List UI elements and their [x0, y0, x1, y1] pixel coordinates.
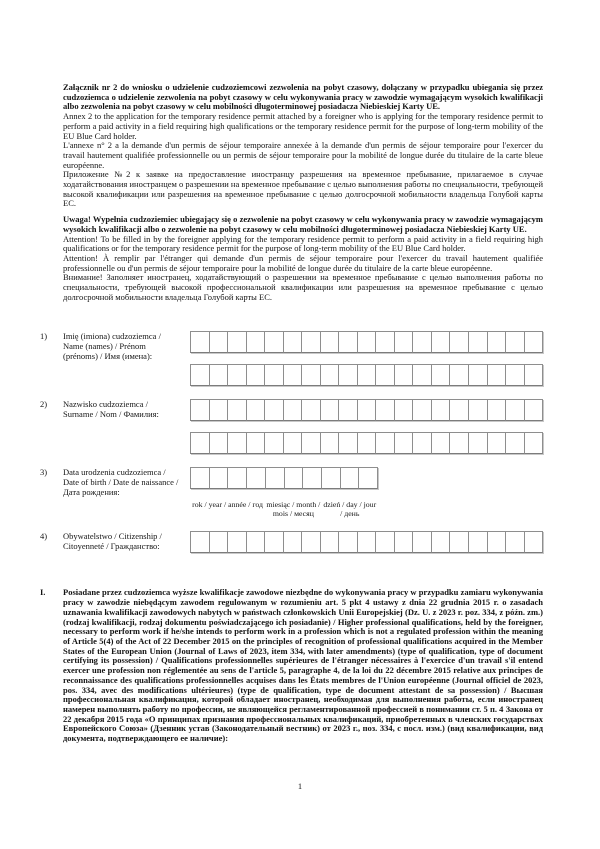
char-cell	[375, 364, 394, 386]
char-cell	[431, 432, 450, 454]
char-cell	[449, 432, 468, 454]
char-box-row[interactable]	[190, 331, 543, 353]
notice-ru: Внимание! Заполняет иностранец, ходатайствующий о разрешении на временное пребывание с целью выполнения работы по специальности, требующей высокой профессиональной квалификации или разрешения на временное пребывание с целью долгосрочной мобильности владельца Голубой карты ЕС.	[63, 272, 543, 302]
char-box-row[interactable]	[190, 364, 543, 386]
char-cell	[449, 399, 468, 421]
char-cell	[190, 467, 209, 489]
page-number: 1	[297, 781, 303, 791]
char-cell	[431, 364, 450, 386]
notice-fr: Attention! À remplir par l'étranger qui demande d'un permis de séjour temporaire pour l'exercer du travail hautement qualifiée professionnelle ou d'un permis de séjour temporaire pour la mobilité de longue durée du titulaire de la carte bleue européenne.	[63, 252, 543, 273]
given-names-input-area	[190, 331, 543, 386]
field-label: Obywatelstwo / Citizenship / Citoyenneté / Гражданство:	[63, 531, 162, 552]
char-cell	[283, 364, 302, 386]
char-cell	[505, 432, 524, 454]
char-cell	[468, 364, 487, 386]
char-cell	[190, 364, 209, 386]
char-cell	[524, 364, 544, 386]
spacer	[40, 302, 543, 331]
char-cell	[394, 331, 413, 353]
surname-input-area	[190, 399, 543, 454]
field-label: Data urodzenia cudzoziemca / Date of birth / Date de naissance / Дата рождения:	[63, 467, 179, 498]
char-cell	[375, 432, 394, 454]
char-cell	[264, 399, 283, 421]
char-cell	[431, 399, 450, 421]
date-unit-label-month: miesiąc / month / mois / месяц	[266, 500, 321, 519]
char-cell	[246, 399, 265, 421]
spacer	[40, 566, 543, 578]
char-cell	[246, 432, 265, 454]
field-surname	[40, 399, 543, 454]
char-cell	[505, 399, 524, 421]
char-cell	[246, 331, 265, 353]
char-cell	[358, 467, 378, 489]
char-cell	[227, 467, 246, 489]
char-box-row[interactable]	[190, 531, 543, 553]
char-cell	[357, 531, 376, 553]
notice-en: Attention! To be filled in by the foreigner applying for the temporary residence permit to perform a paid activity in a field requiring high qualifications or for the temporary residence permit for the purpose of long-term mobility of the EU Blue Card holder.	[63, 233, 543, 254]
char-cell	[394, 364, 413, 386]
char-cell	[375, 399, 394, 421]
char-cell	[190, 531, 209, 553]
char-cell	[264, 531, 283, 553]
char-cell	[468, 432, 487, 454]
char-cell	[338, 432, 357, 454]
section-1	[40, 588, 543, 743]
form-title-fr: L'annexe n° 2 a la demande d'un permis de séjour temporaire annexée à la demande d'un permis de séjour temporaire pour l'exercer du travail hautement qualifiée professionnelle ou un permis de séjour temporaire pour la mobilité de longue durée du titulaire de la carte bleue européenne.	[63, 140, 543, 170]
char-cell	[227, 531, 246, 553]
char-cell	[321, 467, 340, 489]
char-cell	[320, 432, 339, 454]
section-1-number: I.	[40, 587, 46, 598]
char-cell	[375, 531, 394, 553]
char-cell	[524, 531, 544, 553]
char-cell	[524, 399, 544, 421]
section-1-text: Posiadane przez cudzoziemca wyższe kwalifikacje zawodowe niezbędne do wykonywania pracy w przypadku zamiaru wykonywania pracy w zawodzie niebędącym zawodem regulowanym w rozumieniu art. 5 pkt 4 ustawy z dnia 22 grudnia 2015 r. o zasadach uznawania kwalifikacji zawodowych nabytych w państwach członkowskich Unii Europejskiej (Dz. U. z 2023 r. poz. 334, z późn. zm.) (rodzaj kwalifikacji, rodzaj dokumentu poświadczającego ich posiadanie) / Higher professional qualifications, held by the foreigner, necessary to perform work if he/she intends to perform work in a profession which is not a regulated profession within the meaning of Article 5(4) of the Act of 22 December 2015 on the principles of recognition of professional qualifications acquired in the Member States of the European Union (Journal of Laws of 2023, item 334, with later amendments) (type of qualification, type of document certifying its possession) / Qualifications professionnelles supérieures de l'étranger nécessaires à l'exercice d'un travail s'il entend exercer une profession non réglementée au sens de l'article 5, paragraphe 4, de la loi du 22 décembre 2015 relative aux principes de reconnaissance des qualifications professionnelles acquises dans les États membres de l'Union européenne (Journal officiel de 2023, pos. 334, avec des modifications ultérieures) (type de qualification, type de document attestant de sa possession) / Высшая профессиональная квалификация, которой обладает иностранец, необходимая для выполнения работы, если иностранец намерен выполнять работу по профессии, не являющейся регламентированной профессией в понимании ст. 5 п. 4 Закона от 22 декабря 2015 года «О принципах признания профессиональных квалификаций, приобретенных в членских государствах Европейского Союза» (Дзенник устав (Законодательный вестник) от 2023 г., поз. 334, с посл. изм.) (вид квалификации, вид документа, подтверждающего ее наличие):	[63, 587, 543, 744]
char-cell	[283, 399, 302, 421]
char-cell	[505, 531, 524, 553]
char-cell	[301, 432, 320, 454]
char-cell	[301, 399, 320, 421]
char-cell	[412, 331, 431, 353]
char-cell	[468, 399, 487, 421]
field-number: 4)	[40, 531, 48, 542]
char-cell	[505, 364, 524, 386]
char-cell	[431, 331, 450, 353]
char-cell	[338, 399, 357, 421]
char-cell	[487, 364, 506, 386]
char-cell	[302, 467, 321, 489]
form-title-pl: Załącznik nr 2 do wniosku o udzielenie cudzoziemcowi zezwolenia na pobyt czasowy, dołączany w przypadku ubiegania się przez cudzoziemca o udzielenie zezwolenia na pobyt czasowy w celu wykonywania pracy w zawodzie wymagającym wysokich kwalifikacji albo zezwolenia na pobyt czasowy w celu mobilności długoterminowej posiadacza Niebieskiej Karty UE.	[63, 82, 543, 112]
char-cell	[357, 432, 376, 454]
char-cell	[320, 531, 339, 553]
char-cell	[246, 531, 265, 553]
char-cell	[301, 531, 320, 553]
char-cell	[227, 399, 246, 421]
char-cell	[209, 432, 228, 454]
form-title-en: Annex 2 to the application for the temporary residence permit attached by a foreigner who is applying for the temporary residence permit to perform a paid activity in a field requiring high qualifications or the temporary residence permit for the purpose of long-term mobility of the EU Blue Card holder.	[63, 111, 543, 141]
char-cell	[394, 399, 413, 421]
char-cell	[283, 331, 302, 353]
date-unit-labels	[190, 500, 378, 518]
char-cell	[209, 531, 228, 553]
char-cell	[246, 467, 265, 489]
char-cell	[412, 432, 431, 454]
char-cell	[264, 432, 283, 454]
char-cell	[227, 432, 246, 454]
char-cell	[487, 531, 506, 553]
char-cell	[301, 364, 320, 386]
char-cell	[524, 432, 544, 454]
char-cell	[320, 331, 339, 353]
date-of-birth-input-area	[190, 467, 378, 518]
char-cell	[283, 531, 302, 553]
char-cell	[487, 331, 506, 353]
char-cell	[338, 364, 357, 386]
char-cell	[449, 531, 468, 553]
char-cell	[265, 467, 284, 489]
field-number: 1)	[40, 331, 48, 342]
char-cell	[227, 331, 246, 353]
char-cell	[190, 331, 209, 353]
char-cell	[431, 531, 450, 553]
char-cell	[375, 331, 394, 353]
char-cell	[190, 399, 209, 421]
char-cell	[264, 364, 283, 386]
citizenship-input-area	[190, 531, 543, 553]
field-label: Nazwisko cudzoziemca / Surname / Nom / Фамилия:	[63, 399, 159, 420]
char-cell	[357, 399, 376, 421]
char-cell	[468, 531, 487, 553]
char-cell	[264, 331, 283, 353]
date-unit-label-day: dzień / day / jour / день	[323, 500, 377, 519]
char-cell	[190, 432, 209, 454]
char-cell	[340, 467, 359, 489]
char-cell	[449, 331, 468, 353]
char-cell	[505, 331, 524, 353]
char-cell	[394, 531, 413, 553]
char-cell	[320, 364, 339, 386]
char-cell	[412, 364, 431, 386]
char-cell	[209, 331, 228, 353]
form-title-ru: Приложение №2 к заявке на предоставление иностранцу разрешения на временное пребывание, прилагаемое в случае ходатайствования иностранцем о разрешении на временное пребывание с целью выполнения работы по специальности, требующей высокой квалификации или разрешения на временное пребывание с целью долгосрочной мобильности владельца Голубой карты ЕС.	[63, 169, 543, 209]
char-cell	[524, 331, 544, 353]
char-box-row[interactable]	[190, 399, 543, 421]
char-cell	[357, 364, 376, 386]
char-cell	[301, 331, 320, 353]
char-cell	[338, 331, 357, 353]
field-citizenship	[40, 531, 543, 553]
char-box-row[interactable]	[190, 432, 543, 454]
char-cell	[283, 432, 302, 454]
char-cell	[227, 364, 246, 386]
char-cell	[412, 399, 431, 421]
char-cell	[357, 331, 376, 353]
field-date-of-birth	[40, 467, 543, 518]
char-cell	[320, 399, 339, 421]
char-cell	[394, 432, 413, 454]
char-cell	[412, 531, 431, 553]
field-given-names	[40, 331, 543, 386]
char-cell	[209, 364, 228, 386]
char-cell	[338, 531, 357, 553]
char-cell	[449, 364, 468, 386]
char-box-row[interactable]	[190, 467, 378, 489]
field-number: 2)	[40, 399, 48, 410]
notice-pl: Uwaga! Wypełnia cudzoziemiec ubiegający się o zezwolenie na pobyt czasowy w celu wykonywania pracy w zawodzie wymagającym wysokich kwalifikacji albo o zezwolenie na pobyt czasowy w celu mobilności długoterminowej posiadacza Niebieskiej Karty UE.	[63, 214, 543, 234]
char-cell	[284, 467, 303, 489]
char-cell	[468, 331, 487, 353]
date-unit-label-year: rok / year / année / год	[192, 500, 263, 510]
char-cell	[209, 467, 228, 489]
char-cell	[246, 364, 265, 386]
field-label: Imię (imiona) cudzoziemca / Name (names) / Prénom (prénoms) / Имя (имена):	[63, 331, 161, 362]
field-number: 3)	[40, 467, 48, 478]
char-cell	[487, 399, 506, 421]
char-cell	[209, 399, 228, 421]
char-cell	[487, 432, 506, 454]
